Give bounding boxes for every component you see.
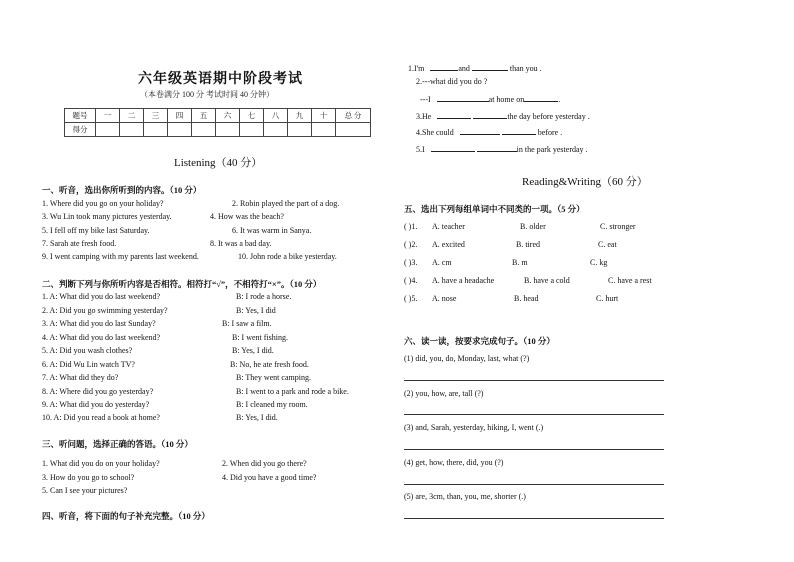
list-item: 9. I went camping with my parents last weekend. xyxy=(42,252,199,261)
column-header: 七 xyxy=(240,109,264,123)
list-item: 4. Did you have a good time? xyxy=(222,473,317,482)
question: 2. A: Did you go swimming yesterday? xyxy=(42,306,168,315)
blank[interactable] xyxy=(437,93,489,102)
sentence-prompt: (2) you, how, are, tall (?) xyxy=(404,389,484,398)
score-cell[interactable] xyxy=(288,123,312,137)
answer: B: I went fishing. xyxy=(232,333,288,342)
fill-line xyxy=(416,77,487,87)
row-label: 得分 xyxy=(65,123,96,137)
answer: B: I saw a film. xyxy=(222,319,272,328)
option-a: A. teacher xyxy=(432,222,465,231)
sentence-prompt: (5) are, 3cm, than, you, me, shorter (.) xyxy=(404,492,526,501)
score-cell[interactable] xyxy=(120,123,144,137)
choice-number[interactable]: ( )3. xyxy=(404,258,418,267)
sentence-prompt: (1) did, you, do, Monday, last, what (?) xyxy=(404,354,530,363)
fill-text: 5.I xyxy=(416,145,425,154)
blank[interactable] xyxy=(460,126,500,135)
fill-line xyxy=(416,110,590,122)
score-cell[interactable] xyxy=(168,123,192,137)
fill-text: and xyxy=(458,64,470,73)
list-item: 6. It was warm in Sanya. xyxy=(232,226,312,235)
question: 3. A: What did you do last Sunday? xyxy=(42,319,156,328)
choice-number[interactable]: ( )4. xyxy=(404,276,418,285)
choice-number[interactable]: ( )1. xyxy=(404,222,418,231)
fill-text: than you . xyxy=(509,64,542,73)
fill-text: 1.I'm xyxy=(408,64,425,73)
score-cell[interactable] xyxy=(216,123,240,137)
fill-text: 3.He xyxy=(416,112,432,121)
part4-title: 四、听音，将下面的句子补充完整。（10 分） xyxy=(42,511,210,521)
column-header: 一 xyxy=(96,109,120,123)
column-header: 八 xyxy=(264,109,288,123)
option-a: A. nose xyxy=(432,294,457,303)
question: 4. A: What did you do last weekend? xyxy=(42,333,161,342)
part6-title: 六、读一读，按要求完成句子。（10 分） xyxy=(404,336,555,346)
answer-line[interactable] xyxy=(404,449,664,450)
question: 1. A: What did you do last weekend? xyxy=(42,292,161,301)
row-label: 题号 xyxy=(65,109,96,123)
reading-writing-heading: Reading&Writing（60 分） xyxy=(522,176,648,188)
answer: B: I rode a horse. xyxy=(236,292,292,301)
fill-line xyxy=(420,93,560,105)
question: 10. A: Did you read a book at home? xyxy=(42,413,160,422)
part2-title: 二、判断下列与你所听内容是否相符。相符打“√”，不相符打“×”。（10 分） xyxy=(42,279,322,289)
list-item: 10. John rode a bike yesterday. xyxy=(238,252,337,261)
score-cell[interactable] xyxy=(192,123,216,137)
fill-text: in the park yesterday . xyxy=(516,145,588,154)
column-header: 三 xyxy=(144,109,168,123)
answer-line[interactable] xyxy=(404,380,664,381)
answer-line[interactable] xyxy=(404,518,664,519)
list-item: 3. How do you go to school? xyxy=(42,473,135,482)
question: 6. A: Did Wu Lin watch TV? xyxy=(42,360,135,369)
blank[interactable] xyxy=(477,143,517,152)
score-cell[interactable] xyxy=(240,123,264,137)
score-cell[interactable] xyxy=(144,123,168,137)
score-cell[interactable] xyxy=(96,123,120,137)
score-cell[interactable] xyxy=(336,123,371,137)
question: 8. A: Where did you go yesterday? xyxy=(42,387,154,396)
answer: B: They went camping. xyxy=(236,373,311,382)
choice-number[interactable]: ( )2. xyxy=(404,240,418,249)
table-row xyxy=(65,123,371,137)
column-header: 五 xyxy=(192,109,216,123)
exam-info: （本卷满分 100 分 考试时间 40 分钟） xyxy=(140,90,274,99)
list-item: 3. Wu Lin took many pictures yesterday. xyxy=(42,212,172,221)
fill-line xyxy=(416,143,588,155)
fill-text: before . xyxy=(537,128,563,137)
blank[interactable] xyxy=(524,93,561,104)
blank[interactable] xyxy=(430,62,458,71)
column-header: 九 xyxy=(288,109,312,123)
fill-text: . xyxy=(558,95,561,104)
list-item: 7. Sarah ate fresh food. xyxy=(42,239,117,248)
list-item: 4. How was the beach? xyxy=(210,212,284,221)
option-b: B. m xyxy=(512,258,528,267)
option-b: B. tired xyxy=(516,240,540,249)
column-header: 二 xyxy=(120,109,144,123)
option-c: C. kg xyxy=(590,258,608,267)
list-item: 5. I fell off my bike last Saturday. xyxy=(42,226,150,235)
answer: B: I cleaned my room. xyxy=(236,400,308,409)
answer-line[interactable] xyxy=(404,484,664,485)
answer: B: Yes, I did. xyxy=(232,346,274,355)
question: 7. A: What did they do? xyxy=(42,373,119,382)
part3-title: 三、听问题，选择正确的答语。（10 分） xyxy=(42,439,193,449)
sentence-prompt: (3) and, Sarah, yesterday, hiking, I, went (.) xyxy=(404,423,544,432)
score-table xyxy=(64,108,371,137)
sentence-prompt: (4) get, how, there, did, you (?) xyxy=(404,458,504,467)
list-item: 1. What did you do on your holiday? xyxy=(42,459,160,468)
option-a: A. have a headache xyxy=(432,276,495,285)
fill-text: ---I xyxy=(420,95,431,104)
column-header: 四 xyxy=(168,109,192,123)
fill-line xyxy=(416,126,562,138)
score-cell[interactable] xyxy=(312,123,336,137)
list-item: 2. When did you go there? xyxy=(222,459,307,468)
option-c: C. have a rest xyxy=(608,276,652,285)
fill-text: the day before yesterday . xyxy=(507,112,590,121)
column-header: 六 xyxy=(216,109,240,123)
table-row xyxy=(65,109,371,123)
page-title: 六年级英语期中阶段考试 xyxy=(138,72,303,87)
list-item: 1. Where did you go on your holiday? xyxy=(42,199,164,208)
part1-title: 一、听音，选出你所听到的内容。（10 分） xyxy=(42,185,202,195)
blank[interactable] xyxy=(431,143,475,152)
fill-line xyxy=(408,62,542,74)
question: 9. A: What did you do yesterday? xyxy=(42,400,150,409)
option-a: A. cm xyxy=(432,258,452,267)
option-c: C. hurt xyxy=(596,294,619,303)
fill-text: at home on xyxy=(488,95,525,104)
fill-text: 4.She could xyxy=(416,128,454,137)
fill-text: 2.---what did you do ? xyxy=(416,77,488,86)
listening-heading: Listening（40 分） xyxy=(174,157,263,169)
blank[interactable] xyxy=(473,110,507,119)
list-item: 5. Can I see your pictures? xyxy=(42,486,128,495)
answer: B: I went to a park and rode a bike. xyxy=(236,387,349,396)
answer: B: No, he ate fresh food. xyxy=(230,360,309,369)
option-c: C. stronger xyxy=(600,222,636,231)
blank[interactable] xyxy=(502,126,536,135)
option-b: B. have a cold xyxy=(524,276,570,285)
answer-line[interactable] xyxy=(404,414,664,415)
option-b: B. older xyxy=(520,222,546,231)
answer: B: Yes, I did. xyxy=(236,413,278,422)
choice-number[interactable]: ( )5. xyxy=(404,294,418,303)
blank[interactable] xyxy=(472,62,508,71)
option-a: A. excited xyxy=(432,240,465,249)
column-header: 十 xyxy=(312,109,336,123)
question: 5. A: Did you wash clothes? xyxy=(42,346,133,355)
list-item: 2. Robin played the part of a dog. xyxy=(232,199,340,208)
score-cell[interactable] xyxy=(264,123,288,137)
column-header: 总 分 xyxy=(336,109,371,123)
blank[interactable] xyxy=(437,110,471,119)
option-c: C. eat xyxy=(598,240,617,249)
option-b: B. head xyxy=(514,294,539,303)
answer: B: Yes, I did xyxy=(236,306,276,315)
part5-title: 五、选出下列每组单词中不同类的一项。（5 分） xyxy=(404,204,585,214)
list-item: 8. It was a bad day. xyxy=(210,239,272,248)
